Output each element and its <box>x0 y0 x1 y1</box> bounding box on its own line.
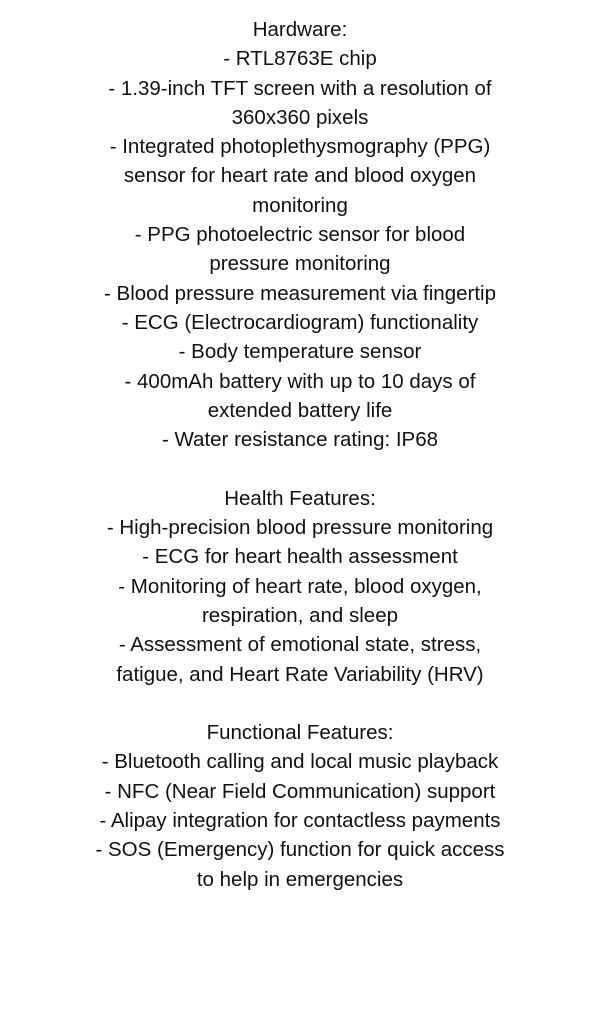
hardware-item-ppg-sensor-cont: sensor for heart rate and blood oxygen <box>123 164 477 188</box>
hardware-item-bp-sensor: - PPG photoelectric sensor for blood <box>134 223 466 247</box>
hardware-item-screen-cont: 360x360 pixels <box>231 105 369 129</box>
functional-section <box>0 718 600 894</box>
functional-item-nfc: - NFC (Near Field Communication) support <box>104 779 496 803</box>
hardware-item-ppg-sensor-cont2: monitoring <box>252 193 348 217</box>
spec-document <box>0 15 600 894</box>
hardware-item-fingertip: - Blood pressure measurement via fingertip <box>104 281 496 305</box>
health-section <box>0 484 600 689</box>
hardware-item-ppg-sensor: - Integrated photoplethysmography (PPG) <box>109 135 491 159</box>
health-item-bp: - High-precision blood pressure monitoring <box>106 516 494 540</box>
functional-heading: Functional Features: <box>206 721 394 745</box>
functional-item-bluetooth: - Bluetooth calling and local music playback <box>101 750 499 774</box>
health-item-monitoring: - Monitoring of heart rate, blood oxygen, <box>118 574 482 598</box>
hardware-item-screen: - 1.39-inch TFT screen with a resolution of <box>108 76 492 100</box>
functional-item-sos-cont: to help in emergencies <box>196 867 404 891</box>
hardware-item-battery: - 400mAh battery with up to 10 days of <box>124 369 476 393</box>
hardware-section <box>0 15 600 454</box>
health-item-assessment: - Assessment of emotional state, stress, <box>118 633 482 657</box>
hardware-item-temperature: - Body temperature sensor <box>178 340 422 364</box>
functional-item-sos: - SOS (Emergency) function for quick access <box>95 838 505 862</box>
hardware-item-bp-sensor-cont: pressure monitoring <box>209 252 391 276</box>
hardware-item-water-resistance: - Water resistance rating: IP68 <box>161 428 439 452</box>
health-item-monitoring-cont: respiration, and sleep <box>201 603 398 627</box>
functional-item-alipay: - Alipay integration for contactless payments <box>99 809 501 833</box>
hardware-item-battery-cont: extended battery life <box>207 398 393 422</box>
hardware-item-chip: - RTL8763E chip <box>223 47 377 71</box>
health-item-assessment-cont: fatigue, and Heart Rate Variability (HRV) <box>116 662 484 686</box>
hardware-item-ecg: - ECG (Electrocardiogram) functionality <box>121 310 479 334</box>
health-item-ecg: - ECG for heart health assessment <box>142 545 458 569</box>
hardware-heading: Hardware: <box>252 18 348 41</box>
health-heading: Health Features: <box>224 486 376 510</box>
